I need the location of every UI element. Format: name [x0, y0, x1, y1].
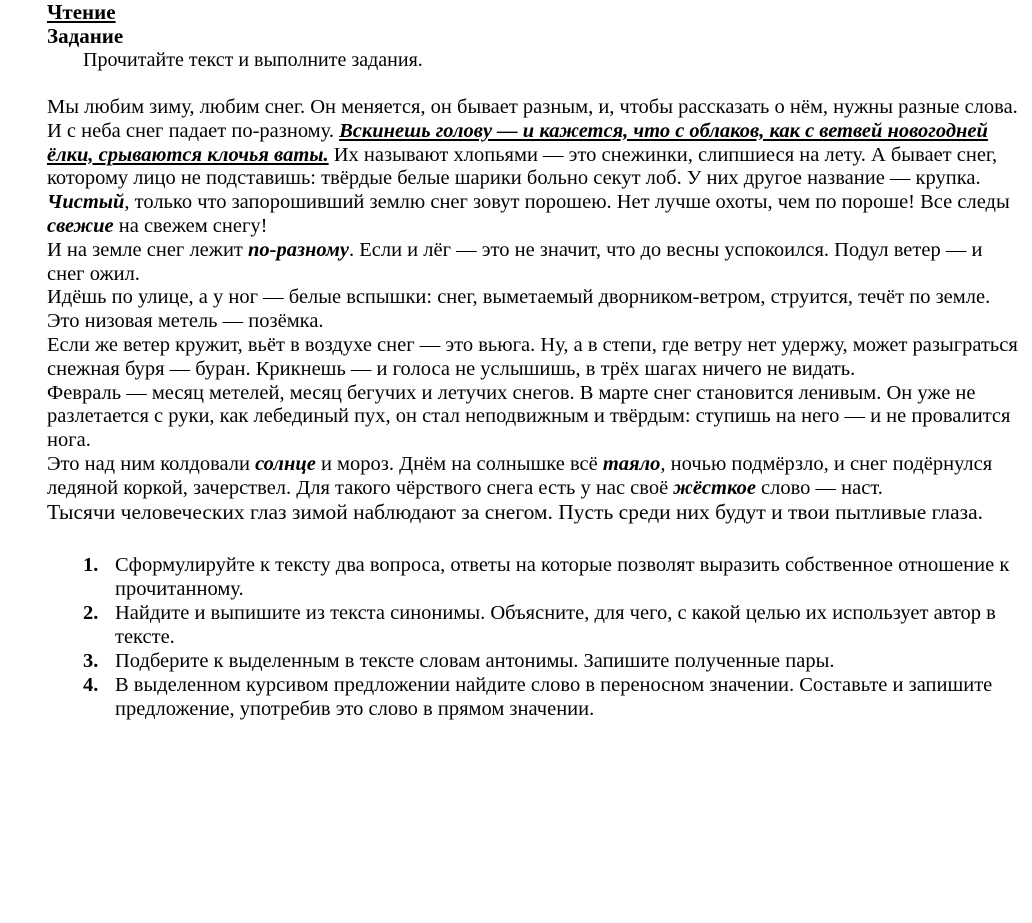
- paragraph-5: Идёшь по улице, а у ног — белые вспышки: снег, выметаемый дворником-ветром, струится, течёт по земле. Это низовая метель — позёмка.: [47, 286, 991, 333]
- highlighted-word-tayalo: таяло: [602, 452, 661, 475]
- paragraph-3-text-a: , только что запорошивший землю снег зовут порошею. Нет лучше охоты, чем по пороше! Все следы: [124, 191, 1010, 214]
- paragraph-8: [47, 453, 1022, 501]
- paragraph-2: [47, 120, 1022, 191]
- paragraph-2-end: Их называют хлопьями — это снежинки, слипшиеся на лету. А бывает снег, которому лицо не подставишь: твёрдые белые шарики больно секут лоб. У них другое название — крупка.: [47, 143, 998, 190]
- paragraph-7: Февраль — месяц метелей, месяц бегучих и летучих снегов. В марте снег становится ленивым. Он уже не разлетается с руки, как лебединый пух, он стал неподвижным и твёрдым: ступишь на него — и не провалится нога.: [47, 381, 1011, 452]
- highlighted-word-po-raznomu: по-разному: [248, 238, 349, 261]
- question-text: В выделенном курсивом предложении найдите слово в переносном значении. Составьте и запишите предложение, употребив это слово в прямом значении.: [115, 674, 993, 721]
- question-number: 1.: [83, 554, 99, 577]
- paragraph-2-start: И с неба снег падает по-разному.: [47, 119, 340, 142]
- paragraph-8-text-d: слово — наст.: [755, 476, 883, 499]
- paragraph-4-text-a: И на земле снег лежит: [47, 238, 248, 261]
- paragraph-8-text-b: и мороз. Днём на солнышке всё: [315, 452, 603, 475]
- question-number: 2.: [83, 602, 99, 625]
- highlighted-word-svezhie: свежие: [47, 214, 114, 237]
- paragraph-6: Если же ветер кружит, вьёт в воздухе снег — это вьюга. Ну, а в степи, где ветру нет удержу, может разыграться снежная буря — буран. Крикнешь — и голоса не услышишь, в трёх шагах ничего не видать.: [47, 333, 1018, 380]
- paragraph-9: Тысячи человеческих глаз зимой наблюдают за снегом. Пусть среди них будут и твои пытливые глаза.: [47, 499, 984, 524]
- question-item: [47, 601, 1022, 649]
- question-item: [47, 649, 1022, 673]
- paragraph-4: [47, 239, 1022, 287]
- question-number: 4.: [83, 674, 99, 697]
- question-item: [47, 553, 1022, 601]
- question-text: Найдите и выпишите из текста синонимы. Объясните, для чего, с какой целью их использует автор в тексте.: [115, 602, 996, 649]
- highlighted-word-solntse: солнце: [255, 452, 316, 475]
- task-title: Задание: [47, 24, 124, 48]
- question-text: Подберите к выделенным в тексте словам антонимы. Запишите полученные пары.: [115, 650, 835, 673]
- highlighted-word-chistyi: Чистый: [47, 191, 125, 214]
- questions-list: [47, 553, 1022, 721]
- section-title: Чтение: [47, 0, 116, 24]
- paragraph-8-text-c: , ночью подмёрзло, и снег подёрнулся ледяной коркой, зачерствел. Для такого чёрствого снега есть у нас своё: [47, 452, 993, 499]
- paragraph-1: Мы любим зиму, любим снег. Он меняется, он бывает разным, и, чтобы рассказать о нём, нужны разные слова.: [47, 96, 1018, 118]
- paragraph-3-text-b: на свежем снегу!: [113, 214, 268, 237]
- question-number: 3.: [83, 650, 99, 673]
- task-instruction: Прочитайте текст и выполните задания.: [83, 49, 423, 71]
- question-item: [47, 673, 1022, 721]
- highlighted-italic-sentence: Вскинешь голову — и кажется, что с облаков, как с ветвей новогодней ёлки, срываются клочья ваты.: [47, 119, 988, 166]
- paragraph-8-text-a: Это над ним колдовали: [47, 452, 256, 475]
- paragraph-3: [47, 191, 1022, 239]
- highlighted-word-zhestkoe: жёсткое: [673, 476, 756, 499]
- question-text: Сформулируйте к тексту два вопроса, ответы на которые позволят выразить собственное отношение к прочитанному.: [115, 554, 1010, 601]
- document-page: [47, 0, 1022, 721]
- paragraph-4-text-b: . Если и лёг — это не значит, что до весны успокоился. Подул ветер — и снег ожил.: [47, 238, 983, 285]
- reading-text: [47, 96, 1022, 524]
